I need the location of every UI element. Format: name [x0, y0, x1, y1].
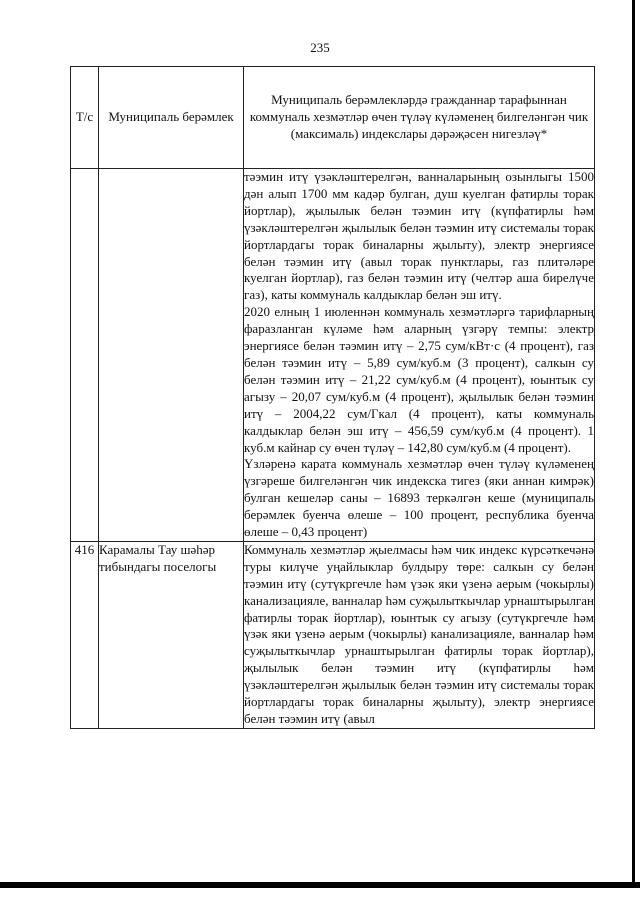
- paragraph: Коммуналь хезмәтләр җыелмасы һәм чик индекс күрсәткечәнә туры килүче уңайлыклар булдыру төре: салкын су белән тәэмин итү (сутүкргечле һәм үзәк яки үзенә аерым (чокырлы) канализацияле, ванналар һәм суҗылыткычлар урнаштырылган фатирлы торак йортлар), юынтык су агызу (сутүкргечле һәм үзәк яки үзенә аерым (чокырлы) канализацияле, ванналар һәм суҗылыткычлар урнаштырылган фатирлы торак йортлар), җылылык белән тәэмин итү (күпфатирлы һәм үзәкләштерелгән җылылык белән тәэмин итү системалы торак йортлардагы торак биналарны җылыту), электр энергиясе белән тәэмин итү (авыл: [244, 541, 594, 726]
- page-number: 235: [310, 40, 330, 55]
- table-row: [71, 169, 595, 542]
- row-justification: [244, 541, 595, 728]
- paragraph: Үзләренә карата коммуналь хезмәтләр өчен түләү күләменең үзгәреше билгеләнгән чик индекска тигез (яки аннан кимрәк) булган кешеләр саны – 16893 теркәлгән кеше (муниципаль берәмлек буенча өлеше – 100 процент, республика буенча өлеше – 0,43 процент): [244, 456, 594, 540]
- table-header-row: [71, 67, 595, 169]
- table-row: [71, 541, 595, 728]
- scan-edge-bottom: [0, 882, 640, 888]
- row-municipality: Карамалы Тау шәһәр тибындагы поселогы: [99, 541, 244, 728]
- row-number: [71, 169, 99, 542]
- header-index-justification: Муниципаль берәмлекләрдә гражданнар тарафыннан коммуналь хезмәтләр өчен түләү күләменең билгеләнгән чик (максималь) индекслары дәрәҗәсен нигезләү*: [244, 67, 595, 169]
- header-municipality: Муниципаль берәмлек: [99, 67, 244, 169]
- row-municipality: [99, 169, 244, 542]
- row-number: 416: [71, 541, 99, 728]
- scan-edge-right: [632, 0, 635, 888]
- paragraph: 2020 елның 1 июленнән коммуналь хезмәтләргә тарифларның фаразланган күләме һәм аларның үзгәрү темпы: электр энергиясе белән тәэмин итү – 2,75 сум/кВт·с (4 процент), газ белән тәэмин итү – 5,89 сум/куб.м (3 процент), салкын су белән тәэмин итү – 21,22 сум/куб.м (4 процент), юынтык су агызу – 20,07 сум/куб.м (4 процент), җылылык белән тәэмин итү – 2004,22 сум/Гкал (4 процент), каты коммуналь калдыклар белән эш итү – 456,59 сум/куб.м (4 процент). 1 куб.м кайнар су өчен түләү – 142,80 сум/куб.м (4 процент).: [244, 304, 594, 455]
- header-number: Т/с: [71, 67, 99, 169]
- row-justification: [244, 169, 595, 542]
- tariff-index-table: [70, 66, 595, 729]
- paragraph: тәэмин итү үзәкләштерелгән, ванналарының озынлыгы 1500 дән алып 1700 мм кадәр булган, душ куелган фатирлы торак йортлар), җылылык белән тәэмин итү (күпфатирлы һәм үзәкләштерелгән җылылык белән тәэмин итү системалы торак йортлардагы торак биналарны җылыту), электр энергиясе белән тәэмин итү (авыл торак пунктлары, газ плитәләре куелган йортлар), газ белән тәэмин итү (челтәр аша бирелүче газ), каты коммуналь калдыклар белән эш итү.: [244, 169, 594, 303]
